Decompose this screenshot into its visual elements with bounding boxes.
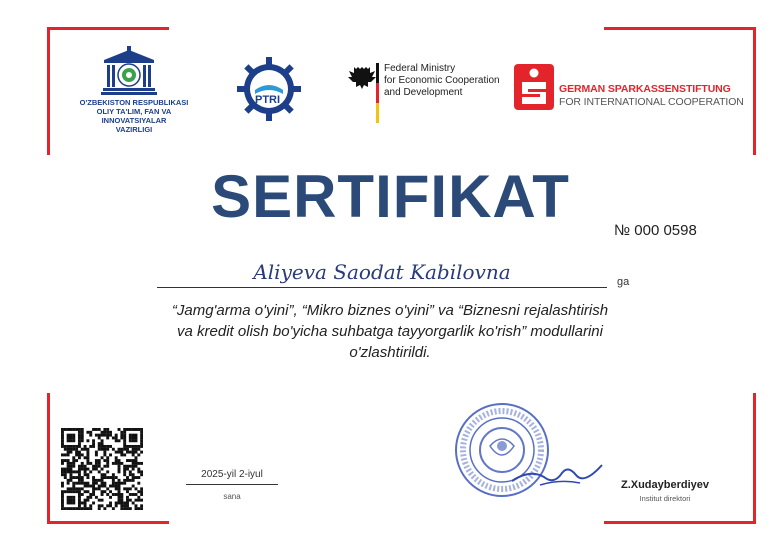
frame-bottom-left-v — [47, 393, 50, 524]
signature-icon — [510, 455, 605, 500]
director-title: Institut direktori — [639, 494, 691, 503]
sparkasse-line1: GERMAN SPARKASSENSTIFTUNG — [559, 83, 731, 95]
ministry-line1: O'ZBEKISTON RESPUBLIKASI — [79, 98, 189, 107]
federal-line1: Federal Ministry — [384, 63, 456, 74]
date-underline — [186, 484, 278, 485]
ptri-label: PTRI — [255, 94, 281, 106]
frame-top-left-h — [47, 27, 169, 30]
director-name: Z.Xudayberdiyev — [620, 479, 710, 491]
frame-top-right-h — [604, 27, 756, 30]
recipient-underline — [157, 287, 607, 288]
frame-bottom-right-h — [604, 521, 756, 524]
ministry-line3: VAZIRLIGI — [115, 125, 153, 134]
body-line2: va kredit olish bo'yicha suhbatga tayyorgarlik ko'rish” modullarini — [177, 323, 603, 340]
ministry-line2: OLIY TA'LIM, FAN VA INNOVATSIYALAR — [96, 107, 172, 125]
issue-date: 2025-yil 2-iyul — [201, 469, 263, 480]
body-line1: “Jamg'arma o'yini”, “Mikro biznes o'yini” va “Biznesni rejalashtirish — [171, 302, 609, 319]
certificate-number: № 000 0598 — [614, 222, 697, 239]
frame-bottom-left-h — [47, 521, 169, 524]
date-label: sana — [223, 492, 241, 501]
recipient-name: Aliyeva Saodat Kabilovna — [253, 260, 511, 284]
ministry-name — [64, 98, 204, 134]
certificate-body — [100, 300, 680, 363]
german-eagle-icon — [342, 63, 382, 130]
ministry-emblem-icon — [100, 44, 158, 101]
federal-line2: for Economic Cooperation — [384, 75, 500, 86]
recipient-suffix: ga — [617, 276, 630, 288]
frame-top-right-v — [753, 27, 756, 155]
frame-top-left-v — [47, 27, 50, 155]
frame-bottom-right-v — [753, 393, 756, 524]
sparkasse-line2: FOR INTERNATIONAL COOPERATION — [559, 96, 744, 108]
qr-code-icon — [61, 428, 143, 515]
certificate-title: SERTIFIKAT — [211, 163, 570, 230]
federal-line3: and Development — [384, 87, 463, 98]
ptri-gear-icon — [236, 56, 302, 127]
body-line3: o'zlashtirildi. — [349, 344, 431, 361]
federal-ministry-name — [384, 63, 500, 99]
sparkasse-s-icon — [514, 64, 554, 115]
